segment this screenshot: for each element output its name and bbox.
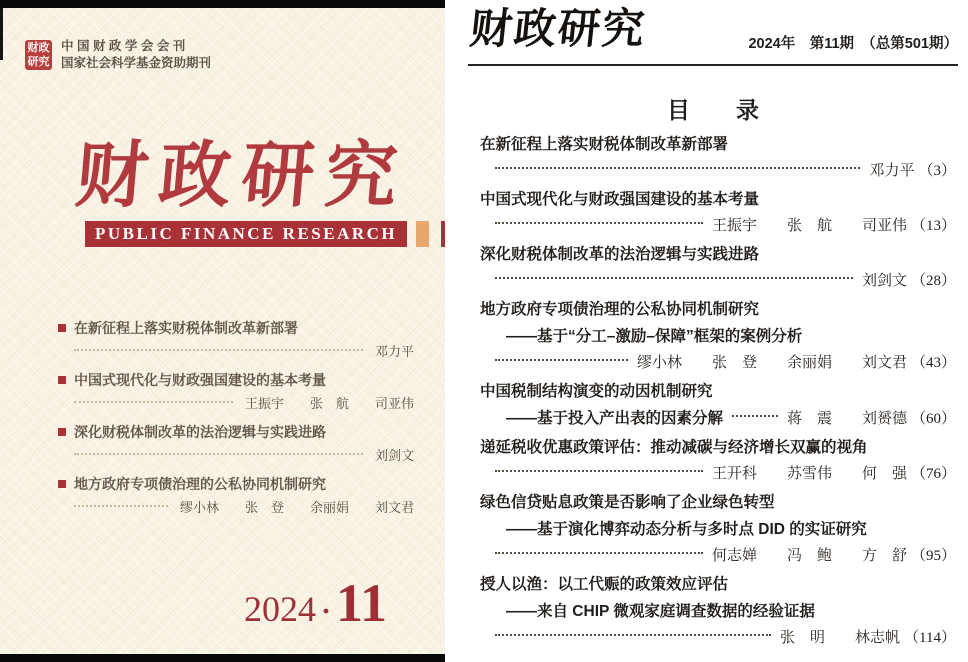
leader-row <box>480 405 956 433</box>
dot-leader <box>74 505 168 507</box>
publisher-line-2: 国家社会科学基金资助期刊 <box>61 56 212 70</box>
article-subtitle: ——基于投入产出表的因素分解 <box>506 410 724 427</box>
article-page-number: （95） <box>910 548 956 564</box>
article-subtitle: ——基于演化博弈动态分析与多时点 DID 的实证研究 <box>506 521 867 538</box>
dot-leader <box>74 401 233 403</box>
issue-year: 2024 <box>243 589 316 629</box>
article-page-number: （13） <box>910 218 956 234</box>
cover-article-leader-row <box>74 340 414 363</box>
dot-leader <box>495 470 703 472</box>
contents-heading: 目 录 <box>667 97 759 123</box>
cover-article-title-row <box>58 316 414 340</box>
cover-banner <box>85 221 445 247</box>
leader-row <box>480 213 956 240</box>
toc-entry <box>480 296 956 377</box>
cover-article-title-row <box>58 368 414 392</box>
cover-article-authors: 刘剑文 <box>374 448 414 463</box>
article-page-number: （3） <box>918 163 956 179</box>
cover-article-list <box>58 316 414 524</box>
article-page-number: （28） <box>910 273 956 289</box>
article-subtitle: ——来自 CHIP 微观家庭调查数据的经验证据 <box>506 603 815 620</box>
dot-leader <box>495 167 860 169</box>
square-bullet-icon <box>58 376 66 384</box>
cover-background <box>0 8 445 654</box>
toc-entry <box>480 489 956 570</box>
article-page-number: （60） <box>910 411 956 427</box>
cover-article-leader-row <box>74 496 414 519</box>
cover-article-item <box>58 420 414 467</box>
toc-list <box>480 131 956 653</box>
article-title: 地方政府专项债治理的公私协同机制研究 <box>480 301 760 318</box>
header-divider <box>468 64 958 66</box>
publisher-line-1: 中 国 财 政 学 会 会 刊 <box>61 39 186 53</box>
article-title: 深化财税体制改革的法治逻辑与实践进路 <box>480 246 760 263</box>
leader-row <box>480 268 956 295</box>
article-authors: 张 明 林志帆 <box>780 630 901 646</box>
journal-seal-icon: 财政研究 <box>25 40 52 70</box>
toc-entry <box>480 186 956 240</box>
publisher-lines <box>61 38 211 72</box>
cover-article-item <box>58 368 414 415</box>
article-title: 授人以渔：以工代赈的政策效应评估 <box>480 576 729 593</box>
cover-article-title: 深化财税体制改革的法治逻辑与实践进路 <box>74 424 326 440</box>
article-authors: 蒋 震 刘赟德 <box>786 411 907 427</box>
cover-article-title-row <box>58 472 414 496</box>
article-authors: 刘剑文 <box>861 273 907 289</box>
dot-leader <box>495 552 703 554</box>
article-title: 在新征程上落实财税体制改革新部署 <box>480 136 729 153</box>
cover-article-title-row <box>58 420 414 444</box>
toc-entry <box>480 571 956 652</box>
toc-entry <box>480 378 956 433</box>
photo-edge-artifact <box>0 8 3 60</box>
dot-leader <box>74 349 363 351</box>
cover-title-english: PUBLIC FINANCE RESEARCH <box>85 221 407 247</box>
masthead-calligraphy: 财政研究 <box>467 7 649 53</box>
square-bullet-icon <box>58 324 66 332</box>
article-authors: 何志婵 冯 鲍 方 舒 <box>711 548 907 564</box>
cover-issue-number <box>244 572 387 634</box>
issue-number: 11 <box>335 573 387 633</box>
article-authors: 邓力平 <box>869 163 915 179</box>
issue-info: 2024年 第11期 （总第501期） <box>748 36 958 52</box>
leader-row <box>480 158 956 185</box>
article-authors: 王开科 苏雪伟 何 强 <box>711 466 907 482</box>
publisher-block <box>25 38 211 72</box>
cover-article-authors: 缪小林 张 登 余丽娟 刘文君 <box>179 500 414 515</box>
cover-article-title: 地方政府专项债治理的公私协同机制研究 <box>74 476 326 492</box>
cover-article-leader-row <box>74 392 414 415</box>
cover-article-title: 中国式现代化与财政强国建设的基本考量 <box>74 372 326 388</box>
dot-leader <box>74 453 363 455</box>
cover-article-title: 在新征程上落实财税体制改革新部署 <box>74 320 298 336</box>
cover-article-authors: 王振宇 张 航 司亚伟 <box>244 396 414 411</box>
toc-entry <box>480 434 956 488</box>
article-authors: 缪小林 张 登 余丽娟 刘文君 <box>636 355 907 371</box>
dot-leader <box>495 277 853 279</box>
article-title: 中国税制结构演变的动因机制研究 <box>480 383 713 400</box>
toc-entry <box>480 241 956 295</box>
dot-leader <box>495 222 703 224</box>
square-bullet-icon <box>58 480 66 488</box>
toc-page <box>458 0 968 662</box>
dot-leader <box>495 359 628 361</box>
dot-leader <box>495 634 771 636</box>
cover-article-item <box>58 472 414 519</box>
leader-row <box>480 625 956 652</box>
leader-row <box>480 350 956 377</box>
cover-article-item <box>58 316 414 363</box>
journal-cover <box>0 0 445 662</box>
cover-article-leader-row <box>74 444 414 467</box>
leader-row <box>480 543 956 570</box>
article-authors: 王振宇 张 航 司亚伟 <box>711 218 907 234</box>
leader-row <box>480 461 956 488</box>
article-title: 绿色信贷贴息政策是否影响了企业绿色转型 <box>480 494 775 511</box>
issue-separator-dot: · <box>320 595 331 628</box>
banner-red-tail <box>441 221 445 247</box>
article-subtitle: ——基于“分工–激励–保障”框架的案例分析 <box>506 328 803 345</box>
cover-title-calligraphy: 财政研究 <box>72 136 412 216</box>
dot-leader <box>732 415 778 417</box>
article-page-number: （43） <box>910 355 956 371</box>
banner-orange-accent <box>416 221 429 247</box>
toc-entry <box>480 131 956 185</box>
article-page-number: （114） <box>904 630 956 646</box>
article-page-number: （76） <box>910 466 956 482</box>
article-title: 递延税收优惠政策评估：推动减碳与经济增长双赢的视角 <box>480 439 868 456</box>
article-title: 中国式现代化与财政强国建设的基本考量 <box>480 191 760 208</box>
square-bullet-icon <box>58 428 66 436</box>
cover-article-authors: 邓力平 <box>374 344 414 359</box>
